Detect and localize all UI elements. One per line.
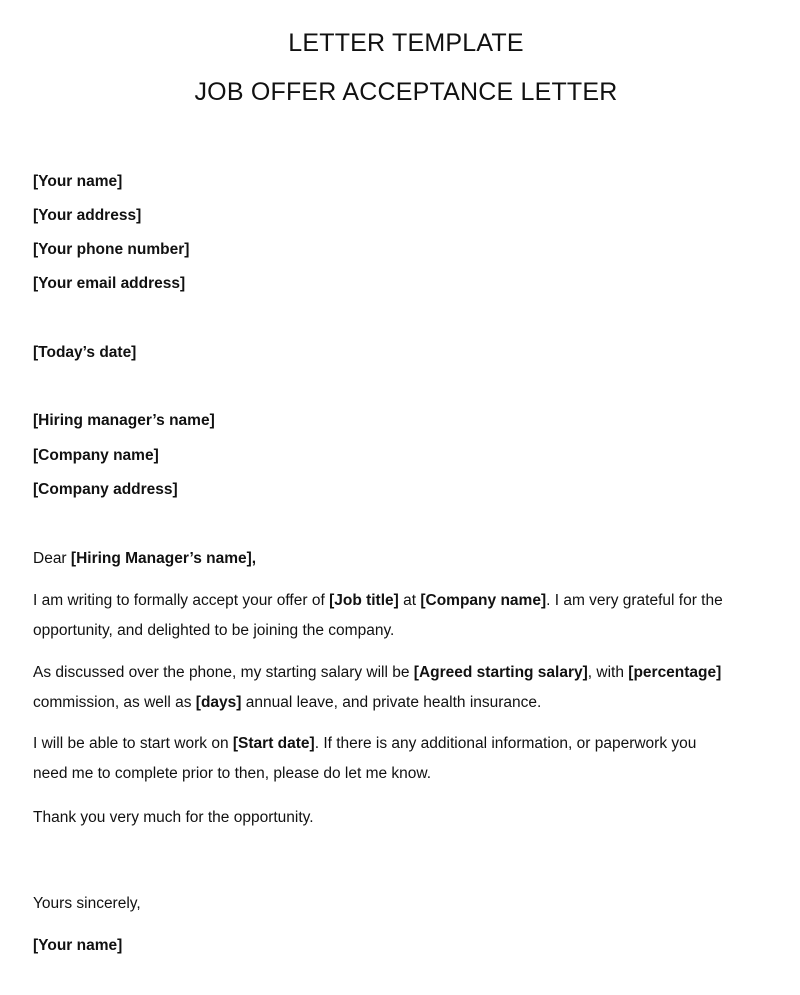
paragraph3-text-1: I will be able to start work on xyxy=(33,735,233,752)
signature-name: [Your name] xyxy=(33,937,123,954)
salutation-name: [Hiring Manager’s name], xyxy=(70,550,257,567)
salary-placeholder: [Agreed starting salary] xyxy=(413,664,588,681)
paragraph2-text-1: As discussed over the phone, my starting salary will be xyxy=(33,664,414,681)
paragraph1-text-4: opportunity, and delighted to be joining the company. xyxy=(33,622,395,639)
job-title-placeholder: [Job title] xyxy=(329,592,399,609)
sender-phone: [Your phone number] xyxy=(33,241,190,258)
paragraph1-text-2: at xyxy=(398,592,421,609)
paragraph3-text-3: need me to complete prior to then, please do let me know. xyxy=(33,765,432,782)
closing: Yours sincerely, xyxy=(33,895,141,912)
recipient-manager: [Hiring manager’s name] xyxy=(33,412,215,429)
paragraph1-text-1: I am writing to formally accept your offer of xyxy=(33,592,330,609)
paragraph-start-date xyxy=(33,729,783,789)
paragraph1-text-3: . I am very grateful for the xyxy=(546,592,723,609)
days-placeholder: [days] xyxy=(195,694,242,711)
recipient-address: [Company address] xyxy=(33,481,178,498)
letter-date: [Today’s date] xyxy=(33,344,137,361)
paragraph2-text-3: commission, as well as xyxy=(33,694,196,711)
recipient-company: [Company name] xyxy=(33,447,159,464)
document-subtitle: JOB OFFER ACCEPTANCE LETTER xyxy=(194,78,618,106)
salutation-prefix: Dear xyxy=(33,550,71,567)
company-placeholder: [Company name] xyxy=(420,592,547,609)
paragraph3-text-2: . If there is any additional information, or paperwork you xyxy=(314,735,697,752)
salutation xyxy=(33,549,256,569)
paragraph2-text-4: annual leave, and private health insurance. xyxy=(241,694,542,711)
percentage-placeholder: [percentage] xyxy=(628,664,722,681)
paragraph-acceptance xyxy=(33,586,783,646)
sender-name: [Your name] xyxy=(33,173,123,190)
paragraph2-text-2: , with xyxy=(587,664,629,681)
paragraph-thanks: Thank you very much for the opportunity. xyxy=(33,809,314,826)
sender-email: [Your email address] xyxy=(33,275,186,292)
document-title: LETTER TEMPLATE xyxy=(288,29,524,57)
start-date-placeholder: [Start date] xyxy=(232,735,315,752)
sender-address: [Your address] xyxy=(33,207,142,224)
paragraph-salary xyxy=(33,658,783,718)
